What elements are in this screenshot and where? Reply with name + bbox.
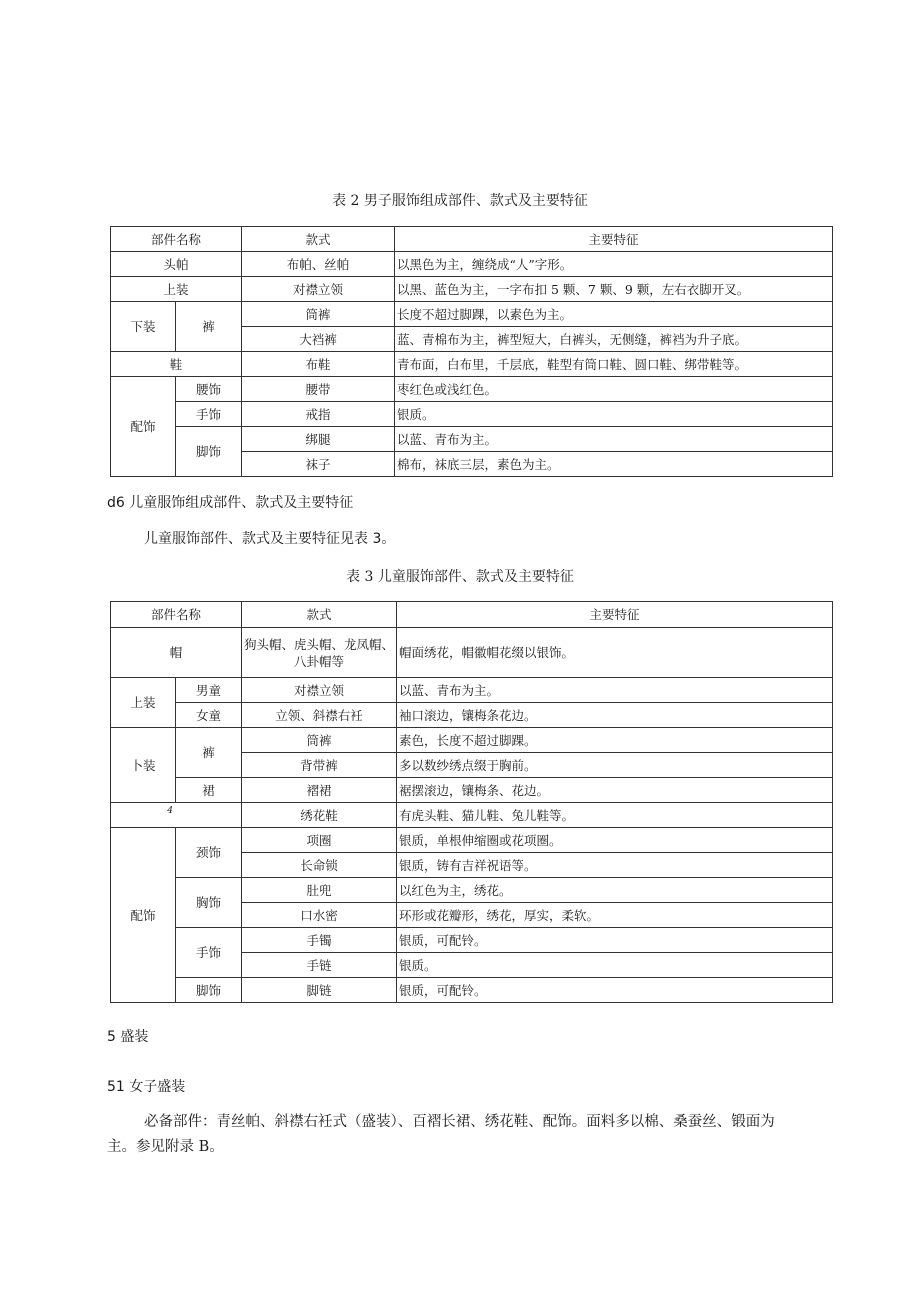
- feature-cell: 银质，单根伸缩圈或花项圈。: [397, 828, 833, 853]
- style-cell: 背带裤: [242, 753, 397, 778]
- part-cell: 配饰: [111, 828, 176, 1003]
- subpart-cell: 男童: [176, 678, 242, 703]
- table-row: [111, 252, 833, 277]
- paragraph-51-line2: 主。参见附录 B。: [107, 1139, 224, 1155]
- style-cell: 布帕、丝帕: [242, 252, 395, 277]
- table-row: [111, 878, 833, 903]
- style-cell: 绑腿: [242, 427, 395, 452]
- style-cell: 袜子: [242, 452, 395, 477]
- feature-cell: 银质。: [397, 953, 833, 978]
- style-cell: 长命锁: [242, 853, 397, 878]
- table-row: [111, 678, 833, 703]
- table-row: [111, 728, 833, 753]
- table-row: [111, 427, 833, 452]
- feature-cell: 袖口滚边，镶梅条花边。: [397, 703, 833, 728]
- table2: [110, 226, 833, 477]
- subpart-cell: 裤: [176, 302, 242, 352]
- part-cell: 上装: [111, 277, 242, 302]
- feature-cell: 以黑色为主，缠绕成“人”字形。: [395, 252, 833, 277]
- table-row: [111, 352, 833, 377]
- style-cell: 绣花鞋: [242, 803, 397, 828]
- style-cell: 褶裙: [242, 778, 397, 803]
- subpart-cell: 胸饰: [176, 878, 242, 928]
- feature-cell: 以蓝、青布为主。: [395, 427, 833, 452]
- part-cell: 配饰: [111, 377, 176, 477]
- paragraph-d6: 儿童服饰部件、款式及主要特征见表 3。: [144, 531, 396, 547]
- table-row: [111, 402, 833, 427]
- feature-cell: 银质，可配铃。: [397, 978, 833, 1003]
- table-header-row: [111, 227, 833, 252]
- feature-cell: 裾摆滚边，镶梅条、花边。: [397, 778, 833, 803]
- table3: [110, 601, 833, 1003]
- table-row: [111, 978, 833, 1003]
- table-row: [111, 928, 833, 953]
- style-cell: 布鞋: [242, 352, 395, 377]
- feature-cell: 银质，铸有吉祥祝语等。: [397, 853, 833, 878]
- subpart-cell: 手饰: [176, 928, 242, 978]
- table3-caption: 表 3 儿童服饰部件、款式及主要特征: [346, 569, 574, 585]
- part-cell: 帽: [111, 628, 242, 678]
- subpart-cell: 手饰: [176, 402, 242, 427]
- style-cell: 筒裤: [242, 728, 397, 753]
- paragraph-51-line1: 必备部件：青丝帕、斜襟右衽式（盛装）、百褶长裙、绣花鞋、配饰。面料多以棉、桑蚕丝、锻面为: [144, 1114, 775, 1130]
- header-part: 部件名称: [111, 602, 242, 628]
- style-cell: 脚链: [242, 978, 397, 1003]
- feature-cell: 多以数纱绣点缀于胸前。: [397, 753, 833, 778]
- style-cell: 对襟立领: [242, 277, 395, 302]
- table2-caption: 表 2 男子服饰组成部件、款式及主要特征: [332, 193, 588, 209]
- table-row: [111, 778, 833, 803]
- header-style: 款式: [242, 227, 395, 252]
- subpart-cell: 腰饰: [176, 377, 242, 402]
- subpart-cell: 裙: [176, 778, 242, 803]
- table-row: [111, 277, 833, 302]
- style-cell: 立领、斜襟右衽: [242, 703, 397, 728]
- feature-cell: 棉布，袜底三层，素色为主。: [395, 452, 833, 477]
- feature-cell: 青布面，白布里，千层底，鞋型有筒口鞋、圆口鞋、绑带鞋等。: [395, 352, 833, 377]
- style-cell: 手链: [242, 953, 397, 978]
- section-heading-51: 51 女子盛装: [107, 1079, 186, 1095]
- header-feature: 主要特征: [397, 602, 833, 628]
- table-row: [111, 302, 833, 327]
- style-cell: 口水密: [242, 903, 397, 928]
- part-cell: 头帕: [111, 252, 242, 277]
- feature-cell: 素色，长度不超过脚踝。: [397, 728, 833, 753]
- table-header-row: [111, 602, 833, 628]
- feature-cell: 帽面绣花，帽徽帽花缀以银饰。: [397, 628, 833, 678]
- style-cell: 筒裤: [242, 302, 395, 327]
- subpart-cell: 脚饰: [176, 427, 242, 477]
- part-cell: 下装: [111, 302, 176, 352]
- subpart-cell: 裤: [176, 728, 242, 778]
- feature-cell: 长度不超过脚踝，以素色为主。: [395, 302, 833, 327]
- style-cell: 狗头帽、虎头帽、龙凤帽、八卦帽等: [242, 628, 397, 678]
- feature-cell: 有虎头鞋、猫儿鞋、兔儿鞋等。: [397, 803, 833, 828]
- style-cell: 戒指: [242, 402, 395, 427]
- feature-cell: 环形或花瓣形，绣花，厚实，柔软。: [397, 903, 833, 928]
- part-cell: 上装: [111, 678, 176, 728]
- style-cell: 手镯: [242, 928, 397, 953]
- table-row: [111, 377, 833, 402]
- table-row: [111, 628, 833, 678]
- table-row: [111, 828, 833, 853]
- subpart-cell: 女童: [176, 703, 242, 728]
- feature-cell: 枣红色或浅红色。: [395, 377, 833, 402]
- subpart-cell: 脚饰: [176, 978, 242, 1003]
- style-cell: 对襟立领: [242, 678, 397, 703]
- feature-cell: 以黑、蓝色为主，一字布扣 5 颗、7 颗、9 颗，左右衣脚开叉。: [395, 277, 833, 302]
- part-cell: 卜装: [111, 728, 176, 803]
- section-heading-5: 5 盛装: [107, 1029, 149, 1045]
- feature-cell: 银质。: [395, 402, 833, 427]
- header-style: 款式: [242, 602, 397, 628]
- table-row: [111, 703, 833, 728]
- subpart-cell: 颈饰: [176, 828, 242, 878]
- feature-cell: 以红色为主，绣花。: [397, 878, 833, 903]
- style-cell: 腰带: [242, 377, 395, 402]
- feature-cell: 蓝、青棉布为主，裤型短大，白裤头，无侧缝，裤裆为升子底。: [395, 327, 833, 352]
- header-part: 部件名称: [111, 227, 242, 252]
- table-row: [111, 803, 833, 828]
- style-cell: 大裆裤: [242, 327, 395, 352]
- style-cell: 肚兜: [242, 878, 397, 903]
- feature-cell: 以蓝、青布为主。: [397, 678, 833, 703]
- section-heading-d6: d6 儿童服饰组成部件、款式及主要特征: [107, 495, 354, 511]
- part-cell: 4: [111, 803, 242, 828]
- feature-cell: 银质，可配铃。: [397, 928, 833, 953]
- part-cell: 鞋: [111, 352, 242, 377]
- header-feature: 主要特征: [395, 227, 833, 252]
- style-cell: 项圈: [242, 828, 397, 853]
